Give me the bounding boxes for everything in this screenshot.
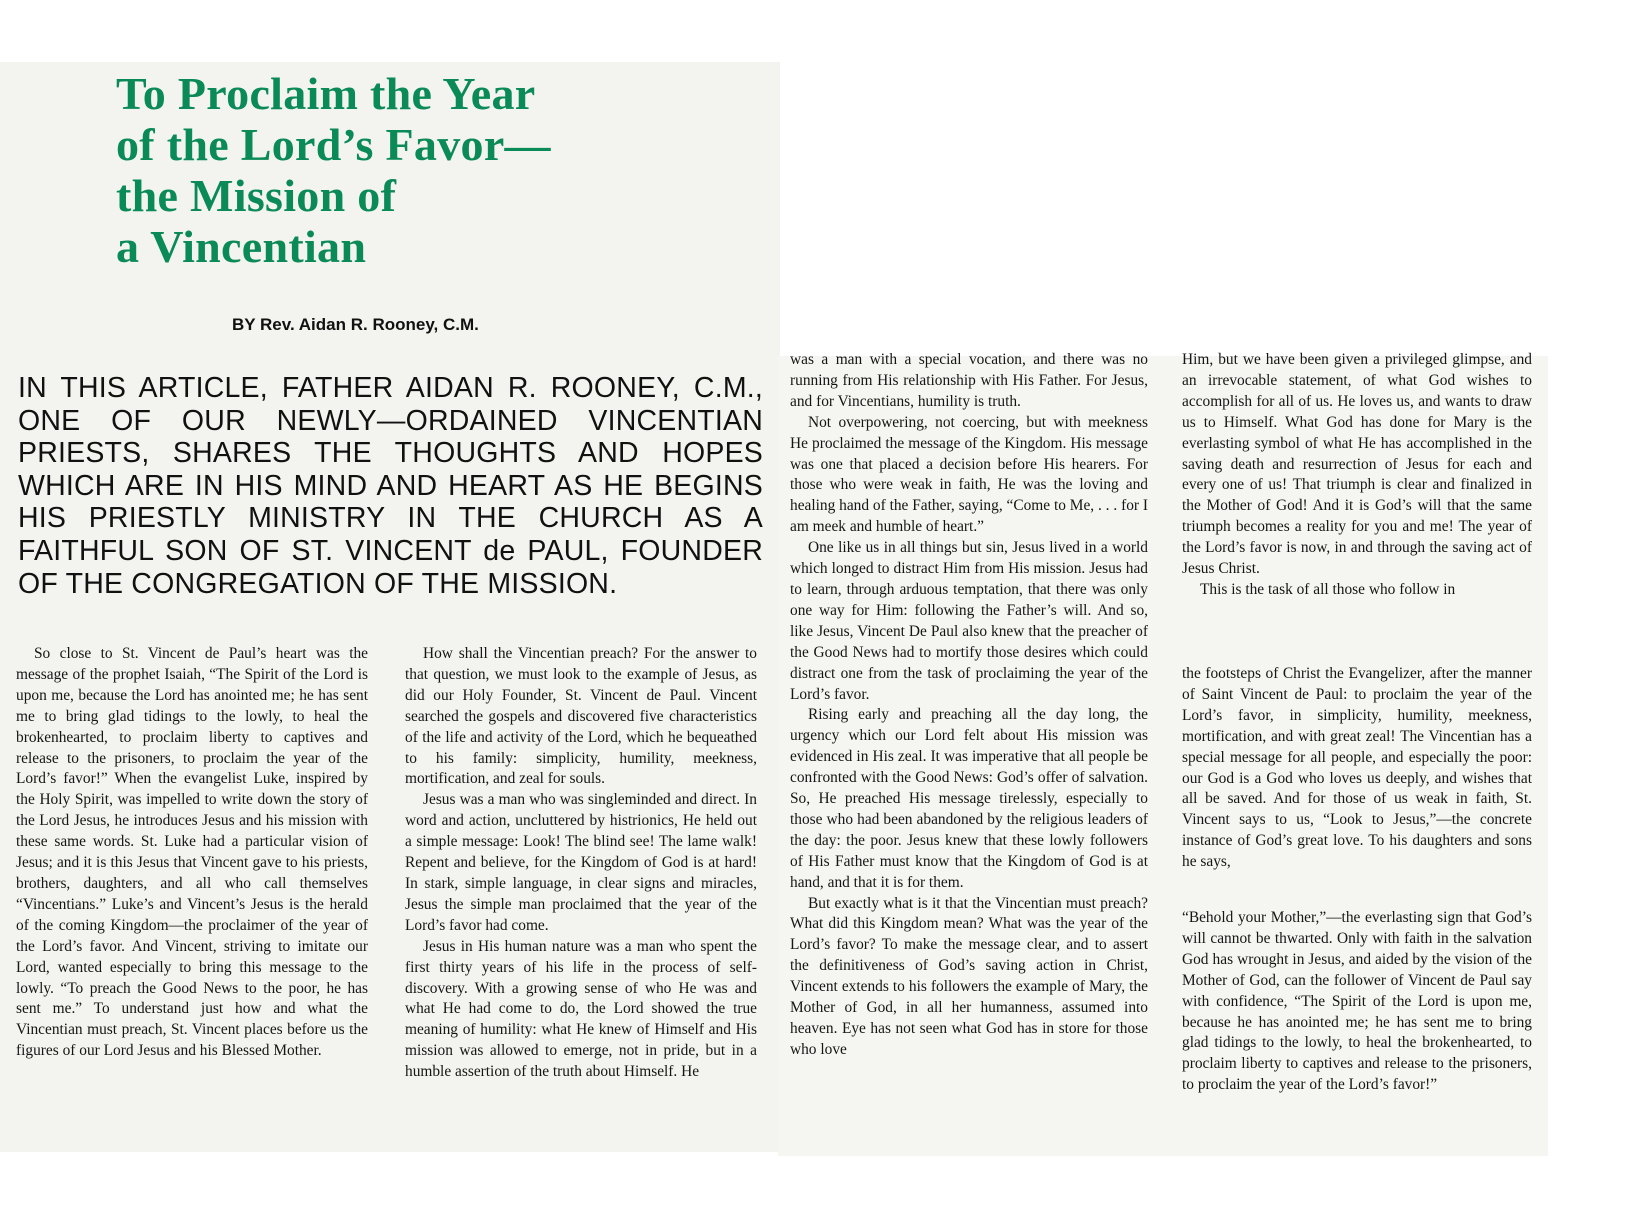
article-byline: BY Rev. Aidan R. Rooney, C.M. [232, 315, 479, 334]
paragraph: Jesus was a man who was singleminded and direct. In word and action, uncluttered by histrionics, He held out a simple message: Look! The blind see! The lame walk! Repent and believe, for the Kingdom of God is at hard! In stark, simple language, in clear signs and miracles, Jesus the simple man proclaimed that the year of the Lord’s favor had come. [405, 791, 757, 934]
title-line: the Mission of [116, 170, 397, 221]
paragraph: So close to St. Vincent de Paul’s heart was the message of the prophet Isaiah, “The Spirit of the Lord is upon me, because the Lord has anointed me; he has sent me to bring glad tidings to the lowly, to heal the brokenhearted, to proclaim liberty to captives and release to the prisoners, to proclaim the year of the Lord’s favor!” When the evangelist Luke, inspired by the Holy Spirit, was impelled to write down the story of the Lord Jesus, he introduces Jesus and his mission with these same words. St. Luke had a particular vision of Jesus; and it is this Jesus that Vincent gave to his priests, brothers, daughters, and all who call themselves “Vincentians.” Luke’s and Vincent’s Jesus is the herald of the coming Kingdom—the proclaimer of the year of the Lord’s favor. And Vincent, striving to imitate our Lord, wanted especially to bring this message to the lowly. “To preach the Good News to the poor, he has sent me.” To understand just how and what the Vincentian must preach, St. Vincent places before us the figures of our Lord Jesus and his Blessed Mother. [16, 645, 368, 1060]
body-column-4-bottom [1182, 908, 1532, 1096]
paragraph: Rising early and preaching all the day long, the urgency which our Lord felt about His mission was evidenced in His zeal. It was imperative that all people be confronted with the Good News: God’s offer of salvation. So, He preached His message tirelessly, especially to those who had been abandoned by the religious leaders of the day: the poor. Jesus knew that these lowly followers of His Father must know that the Kingdom of God is at hand, and that it is for them. [790, 706, 1148, 891]
body-column-1 [16, 644, 368, 1062]
paragraph: Jesus in His human nature was a man who spent the first thirty years of his life in the process of self-discovery. With a growing sense of who He was and what He had come to do, the Lord showed the true meaning of humility: what He knew of Himself and His mission was allowed to emerge, not in pride, but in a humble assertion of the truth about Himself. He [405, 937, 757, 1081]
paragraph: Him, but we have been given a privileged glimpse, and an irrevocable statement, of what God wishes to accomplish for all of us. He loves us, and wants to draw us to Himself. What God has done for Mary is the everlasting symbol of what He has accomplished in the saving death and resurrection of Jesus for each and every one of us! That triumph is clear and finalized in the Mother of God! And it is God’s will that the same triumph becomes a reality for you and me! The year of the Lord’s favor is now, in and through the saving act of Jesus Christ. [1182, 351, 1532, 578]
body-column-4-top [1182, 350, 1532, 601]
title-line: of the Lord’s Favor— [116, 119, 551, 170]
paragraph: How shall the Vincentian preach? For the answer to that question, we must look to the example of Jesus, as did our Holy Founder, St. Vincent de Paul. Vincent searched the gospels and discovered five characteristics of the life and activity of the Lord, which he bequeathed to his family: simplicity, humility, meekness, mortification, and zeal for souls. [405, 645, 757, 788]
paragraph: This is the task of all those who follow in [1200, 580, 1456, 598]
article-title [116, 68, 756, 272]
title-line: To Proclaim the Year [116, 68, 536, 119]
paragraph: was a man with a special vocation, and there was no running from His relationship with His Father. For Jesus, and for Vincentians, humility is truth. [790, 351, 1148, 410]
paragraph: One like us in all things but sin, Jesus lived in a world which longed to distract Him from His mission. Jesus had to learn, through arduous temptation, that there was only one way for Him: following the Father’s will. And so, like Jesus, Vincent De Paul also knew that the preacher of the Good News had to mortify those desires which could distract one from the task of proclaiming the year of the Lord’s favor. [790, 539, 1148, 703]
article-intro: IN THIS ARTICLE, FATHER AIDAN R. ROONEY, C.M., ONE OF OUR NEWLY—ORDAINED VINCENTIAN PRIESTS, SHARES THE THOUGHTS AND HOPES WHICH ARE IN HIS MIND AND HEART AS HE BEGINS HIS PRIESTLY MINISTRY IN THE CHURCH AS A FAITHFUL SON OF ST. VINCENT de PAUL, FOUNDER OF THE CONGREGATION OF THE MISSION. [18, 372, 763, 600]
body-column-3 [790, 350, 1148, 1061]
body-column-4-middle [1182, 664, 1532, 873]
paragraph: Not overpowering, not coercing, but with meekness He proclaimed the message of the Kingdom. His message was one that placed a decision before His hearers. For those who were weak in faith, He was the loving and healing hand of the Father, saying, “Come to Me, . . . for I am meek and humble of heart.” [790, 413, 1148, 536]
paragraph: But exactly what is it that the Vincentian must preach? What did this Kingdom mean? What was the year of the Lord’s favor? To make the message clear, and to assert the definitiveness of God’s saving action in Christ, Vincent extends to his followers the example of Mary, the Mother of God, in all her humanness, assumed into heaven. Eye has not seen what God has in store for those who love [790, 894, 1148, 1058]
body-column-2 [405, 644, 757, 1083]
title-line: a Vincentian [116, 221, 367, 272]
paragraph: the footsteps of Christ the Evangelizer, after the manner of Saint Vincent de Paul: to proclaim the year of the Lord’s favor, in simplicity, humility, meekness, mortification, and with great zeal! The Vincentian has a special message for all people, and especially the poor: our God is a God who loves us deeply, and wishes that all be saved. And for those of us weak in faith, St. Vincent says to us, “Look to Jesus,”—the concrete instance of God’s great love. To his daughters and sons he says, [1182, 665, 1532, 871]
paragraph: “Behold your Mother,”—the everlasting sign that God’s will cannot be thwarted. Only with faith in the salvation God has wrought in Jesus, and aided by the vision of the Mother of God, can the follower of Vincent de Paul say with confidence, “The Spirit of the Lord is upon me, because he has anointed me; he has sent me to bring glad tidings to the lowly, to heal the brokenhearted, to proclaim liberty to captives and release to the prisoners, to proclaim the year of the Lord’s favor!” [1182, 909, 1532, 1094]
